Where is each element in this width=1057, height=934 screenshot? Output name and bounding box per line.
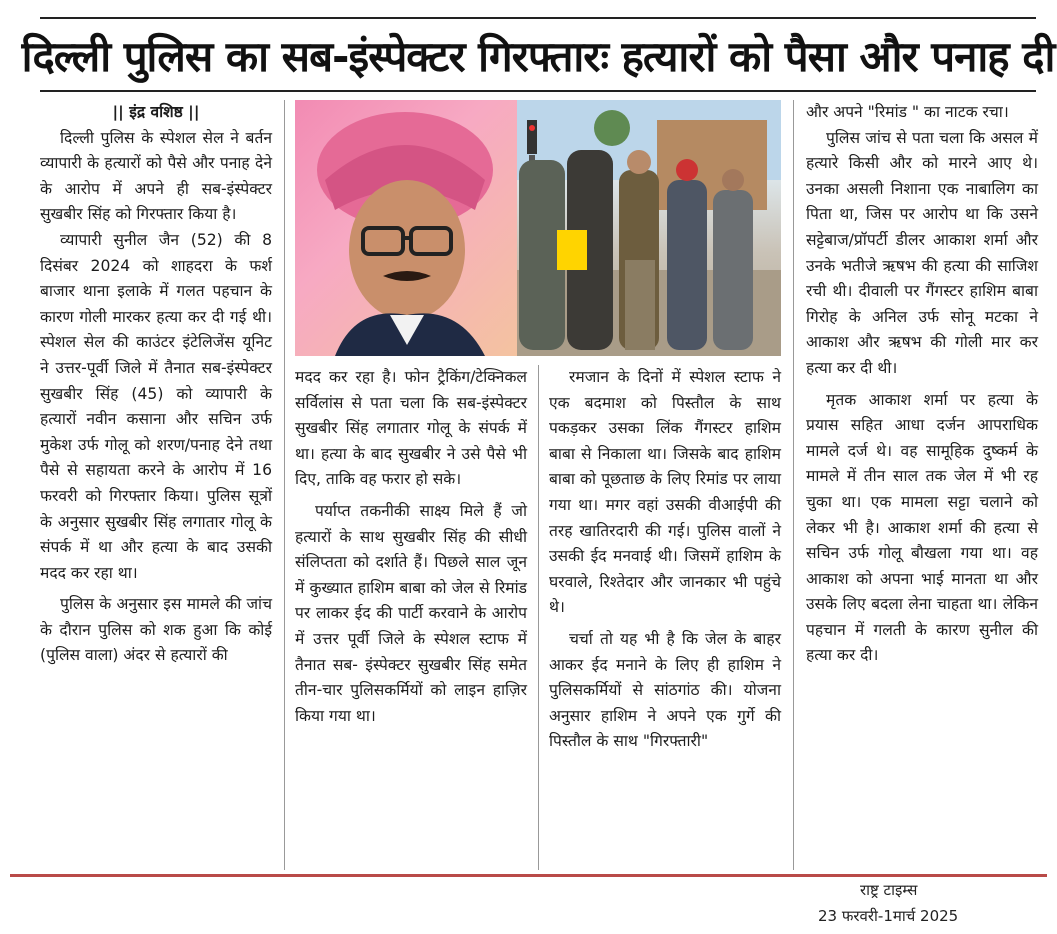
top-rule <box>40 17 1036 19</box>
col4-para-2: पुलिस जांच से पता चला कि असल में हत्यारे किसी और को मारने आए थे। उनका असली निशाना एक नाबालिग का पिता था, जिस पर आरोप था कि उसने सट्टेबाज/प्रॉपर्टी डीलर आकाश शर्मा और उनके भतीजे ऋषभ की हत्या की साजिश रची थी। दीवाली पर गैंगस्टर हाशिम बाबा गिरोह के अनिल उर्फ सोनू मटका ने आकाश और ऋषभ की गोली मार कर हत्या कर दी थी। <box>806 128 1038 377</box>
footer-rule <box>10 874 1047 877</box>
col2-para-1: मदद कर रहा है। फोन ट्रैकिंग/टेक्निकल सर्विलांस से पता चला कि सब-इंस्पेक्टर सुखबीर सिंह लगातार गोलू के संपर्क में था। हत्या के बाद सुखबीर ने उसे पैसे भी दिए, ताकि वह फरार हो सके। <box>295 368 527 489</box>
column-divider <box>284 100 285 870</box>
news-photo <box>295 100 781 356</box>
col1-para-3: पुलिस के अनुसार इस मामले की जांच के दौरान पुलिस को शक हुआ कि कोई (पुलिस वाला) अंदर से हत्यारों की <box>40 595 272 665</box>
portrait-photo <box>295 100 517 356</box>
street-photo <box>517 100 781 356</box>
headline: दिल्ली पुलिस का सब-इंस्पेक्टर गिरफ्तारः हत्यारों को पैसा और पनाह दी <box>21 31 1055 81</box>
col3-para-2: चर्चा तो यह भी है कि जेल के बाहर आकर ईद मनाने के लिए ही हाशिम ने पुलिसकर्मियों से सांठगांठ की। योजना अनुसार हाशिम ने अपने एक गुर्गे की पिस्तौल के साथ "गिरफ्तारी" <box>549 629 781 751</box>
column-2 <box>295 365 527 729</box>
street-illustration <box>517 100 781 356</box>
col3-para-1: रमजान के दिनों में स्पेशल स्टाफ ने एक बदमाश को पिस्तौल के साथ पकड़कर उसका लिंक गैंगस्टर हाशिम बाबा से निकाला था। जिसके बाद हाशिम बाबा को पूछताछ के लिए रिमांड पर लाया गया था। मगर वहां उसकी वीआईपी की तरह खातिरदारी की गई। पुलिस वालों ने उसकी ईद मनवाई थी। जिसमें हाशिम के घरवाले, रिश्तेदार और जानकार भी पहुंचे थे। <box>549 368 781 617</box>
column-divider <box>793 100 794 870</box>
column-1 <box>40 100 272 669</box>
column-3 <box>549 365 781 755</box>
portrait-illustration <box>295 100 517 356</box>
col1-para-2: व्यापारी सुनील जैन (52) की 8 दिसंबर 2024 को शाहदरा के फर्श बाजार थाना इलाके में गलत पहचान के कारण गोली मारकर हत्या कर दी गई थी। स्पेशल सेल की काउंटर इंटेलिजेंस यूनिट ने उत्तर-पूर्वी जिले में तैनात सब-इंस्पेक्टर सुखबीर सिंह (45) को व्यापारी के हत्यारों नवीन कसाना और सचिन उर्फ मुकेश उर्फ गोलू को शरण/पनाह देने तथा पैसे से सहायता करने के आरोप में 16 फरवरी को गिरफ्तार किया। पुलिस सूत्रों के अनुसार सुखबीर सिंह लगातार गोलू के संपर्क में था और हत्या के बाद उसकी मदद कर रहा था। <box>40 230 272 582</box>
col4-para-3: मृतक आकाश शर्मा पर हत्या के प्रयास सहित आधा दर्जन आपराधिक मामले दर्ज थे। वह सामूहिक दुष्कर्म के मामले में तीन साल तक जेल में भी रह चुका था। एक मामला सट्टा चलाने को लेकर भी है। आकाश शर्मा की हत्या से सचिन उर्फ गोलू बौखला गया था। वह आकाश को अपना भाई मानता था और उसके लिए बदला लेना चाहता था। लेकिन पहचान में गलती के कारण सुनील की हत्या कर दी। <box>806 390 1038 665</box>
col2-para-2: पर्याप्त तकनीकी साक्ष्य मिले हैं जो हत्यारों के साथ सुखबीर सिंह की सीधी संलिप्तता को दर्शाते हैं। पिछले साल जून में कुख्यात हाशिम बाबा को जेल से रिमांड पर लाकर ईद की पार्टी करवाने के आरोप में उत्तर पूर्वी जिले के स्पेशल स्टाफ में तैनात सब- इंस्पेक्टर सुखबीर सिंह समेत तीन-चार पुलिसकर्मियों को लाइन हाज़िर किया गया था। <box>295 501 527 725</box>
publication-name: राष्ट्र टाइम्स <box>860 881 918 899</box>
column-divider <box>538 365 539 870</box>
col4-para-1: और अपने "रिमांड " का नाटक रचा। <box>806 103 1009 121</box>
col1-para-1: दिल्ली पुलिस के स्पेशल सेल ने बर्तन व्यापारी के हत्यारों को पैसे और पनाह देने के आरोप में अपने ही सब-इंस्पेक्टर सुखबीर सिंह को गिरफ्तार किया है। <box>40 128 272 224</box>
byline: || इंद्र वशिष्ठ || <box>112 103 200 121</box>
column-4 <box>806 100 1038 669</box>
headline-rule <box>40 90 1036 92</box>
issue-date: 23 फरवरी-1मार्च 2025 <box>818 907 959 925</box>
